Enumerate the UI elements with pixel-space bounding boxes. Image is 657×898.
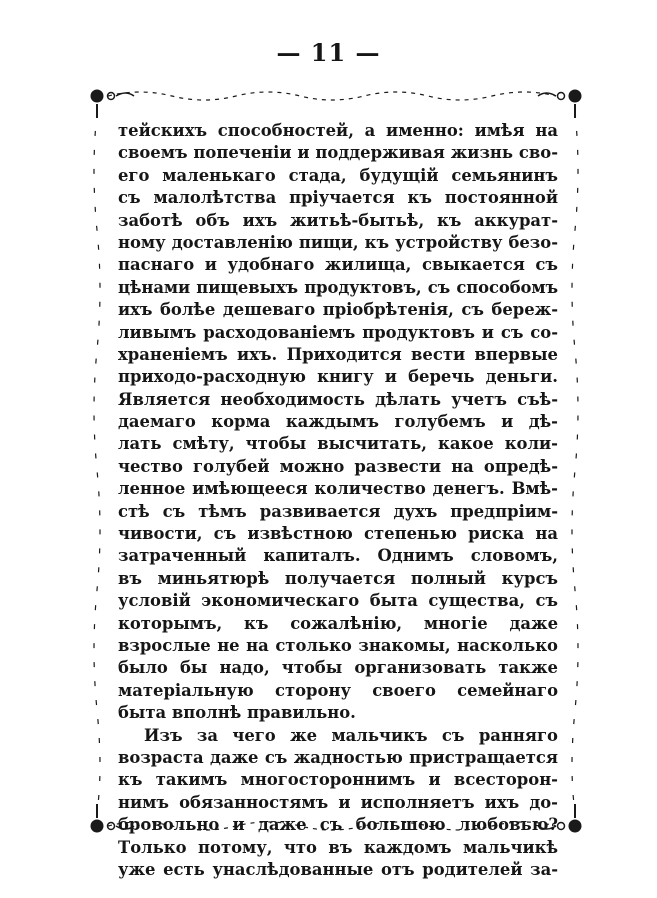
text-line: возраста даже съ жадностью пристращается xyxy=(118,747,558,767)
corner-ornament-top-left xyxy=(91,90,134,118)
text-line: стѣ съ тѣмъ развивается духъ предпріим- xyxy=(118,501,558,521)
text-line: матеріальную сторону своего семейнаго xyxy=(118,680,558,700)
text-line: цѣнами пищевыхъ продуктовъ, съ способомъ xyxy=(118,277,558,297)
text-line: бровольно и даже съ большою любовью? xyxy=(118,815,558,835)
text-line: Является необходимость дѣлать учетъ съѣ- xyxy=(118,389,558,409)
text-line: ливымъ расходованіемъ продуктовъ и съ со- xyxy=(118,322,558,342)
text-line: паснаго и удобнаго жилища, свыкается съ xyxy=(118,255,558,275)
top-border-vine xyxy=(108,92,556,100)
text-line: которымъ, къ сожалѣнію, многіе даже xyxy=(118,613,558,633)
text-line: затраченный капиталъ. Однимъ словомъ, xyxy=(118,546,558,566)
text-line: нимъ обязанностямъ и исполняетъ ихъ до- xyxy=(118,792,558,812)
text-line: быта вполнѣ правильно. xyxy=(118,703,356,723)
text-line: своемъ попеченіи и поддерживая жизнь сво- xyxy=(118,143,558,163)
right-border-vine xyxy=(572,112,578,812)
text-line: чество голубей можно развести на опредѣ- xyxy=(118,456,558,476)
text-line: взрослые не на столько знакомы, насколько xyxy=(118,635,558,655)
text-line: даемаго корма каждымъ голубемъ и дѣ- xyxy=(118,412,558,432)
text-line: условій экономическаго быта существа, съ xyxy=(118,591,558,611)
body-text xyxy=(118,120,558,881)
text-line: уже есть унаслѣдованные отъ родителей за- xyxy=(118,859,558,879)
text-line: заботѣ объ ихъ житьѣ-бытьѣ, къ аккурат- xyxy=(118,210,558,230)
text-line: Изъ за чего же мальчикъ съ ранняго xyxy=(144,725,558,745)
text-line: къ такимъ многостороннимъ и всесторон- xyxy=(118,770,558,790)
text-line: приходо-расходную книгу и беречь деньги. xyxy=(118,367,558,387)
text-line: храненіемъ ихъ. Приходится вести впервые xyxy=(118,344,558,364)
text-line: Только потому, что въ каждомъ мальчикѣ xyxy=(118,837,558,857)
text-line: ленное имѣющееся количество денегъ. Вмѣ- xyxy=(118,479,558,499)
text-line: лать смѣту, чтобы высчитать, какое коли- xyxy=(118,434,558,454)
left-border-vine xyxy=(94,112,100,812)
page-number: — 11 — xyxy=(276,38,381,67)
corner-ornament-top-right xyxy=(538,90,581,118)
text-line: тейскихъ способностей, а именно: имѣя на xyxy=(118,121,558,140)
text-line: въ миньятюрѣ получается полный курсъ xyxy=(118,568,558,588)
text-line: ному доставленію пищи, къ устройству безо- xyxy=(118,232,558,252)
text-line: чивости, съ извѣстною степенью риска на xyxy=(118,524,558,544)
text-line: было бы надо, чтобы организовать также xyxy=(118,658,558,678)
text-line: ихъ болѣе дешеваго пріобрѣтенія, съ береж- xyxy=(118,300,558,320)
text-line: съ малолѣтства пріучается къ постоянной xyxy=(118,188,558,208)
text-line: его маленькаго стада, будущій семьянинъ xyxy=(118,165,558,185)
